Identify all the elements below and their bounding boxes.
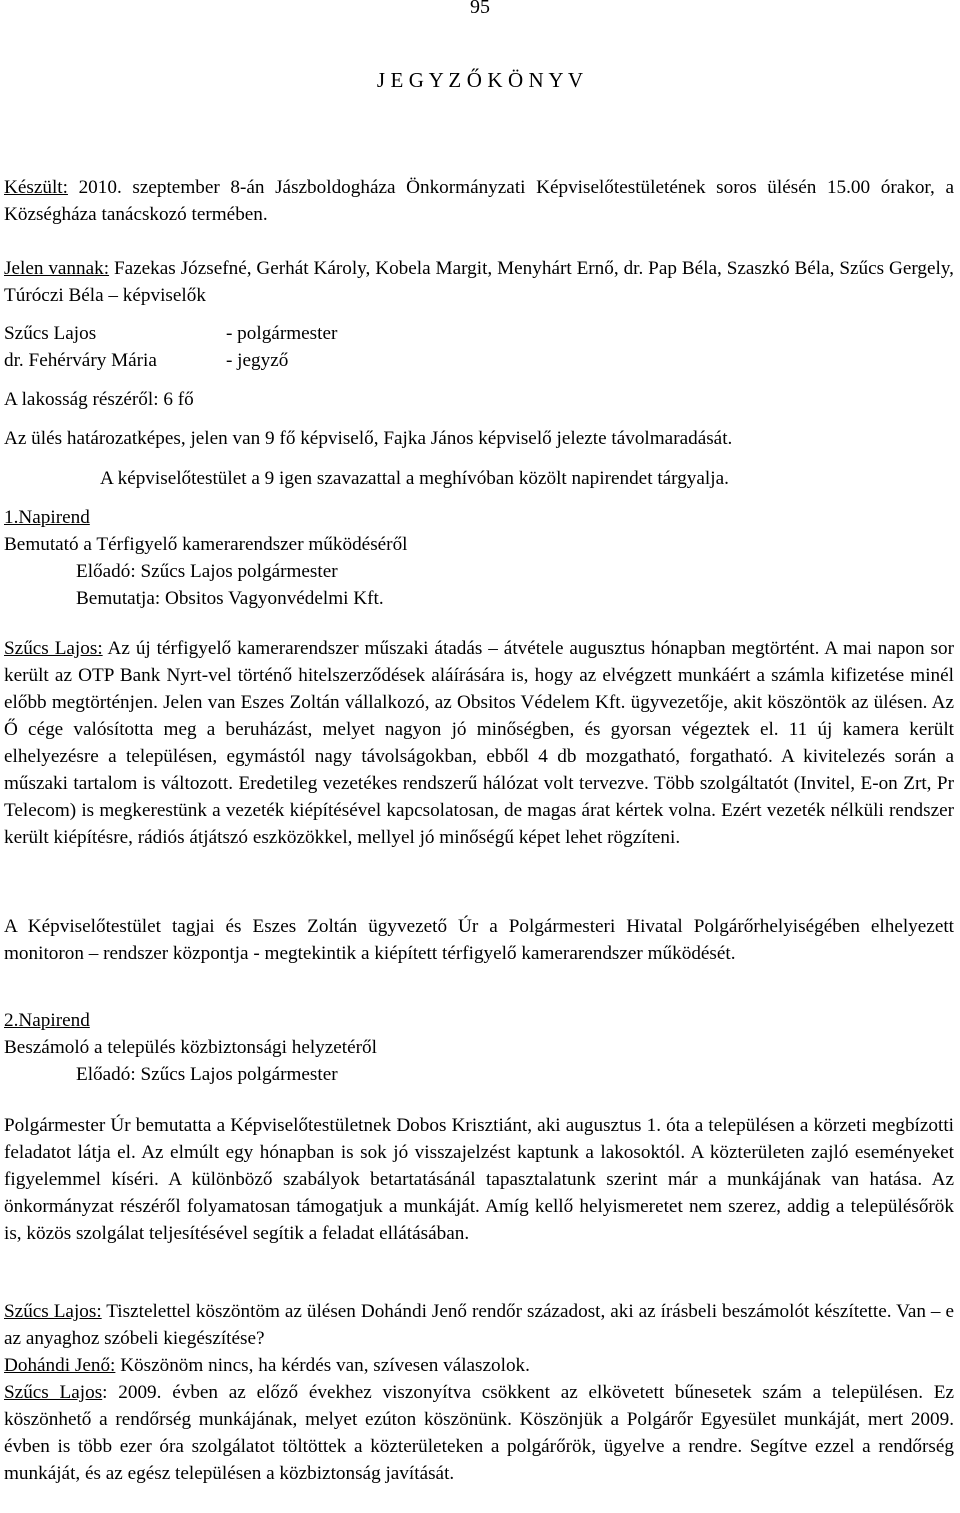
napirend1-section <box>4 504 954 612</box>
napirend1-subject: Bemutató a Térfigyelő kamerarendszer működéséről <box>4 534 408 555</box>
speaker-label: Dohándi Jenő: <box>4 1355 116 1376</box>
official-role: - polgármester <box>226 323 338 344</box>
keszult-label: Készült: <box>4 177 68 198</box>
paragraph-text: : 2009. évben az előző évekhez viszonyítva csökkent az elkövetett bűnesetek szám a településen. Ez köszönhető a rendőrség munkájának, melyet ezúton köszönünk. Köszönjük a Polgárőr Egyesület munkáját, mert 2009. évben is több ezer óra szolgálatot töltöttek a közterületeken a polgárőrök, ügyelve a rendre. Segítve ezzel a rendőrség munkáját, és az egész településen a közbiztonság javítását. <box>4 1382 954 1484</box>
paragraph-szucs-3 <box>4 1379 954 1487</box>
paragraph-szucs-1 <box>4 635 954 851</box>
napirend1-eloado: Előadó: Szűcs Lajos polgármester <box>76 561 338 582</box>
paragraph-dohandi <box>4 1352 954 1379</box>
page-number: 95 <box>470 0 490 18</box>
paragraph-monitor: A Képviselőtestület tagjai és Eszes Zoltán ügyvezető Úr a Polgármesteri Hivatal Polgárőrhelyiségében elhelyezett monitoron – rendszer központja - megtekintik a kiépített térfigyelő kamerarendszer működését. <box>4 916 954 964</box>
paragraph-text: Köszönöm nincs, ha kérdés van, szívesen válaszolok. <box>115 1355 530 1376</box>
official-row <box>4 347 954 374</box>
napirend2-subject: Beszámoló a település közbiztonsági helyzetéről <box>4 1037 377 1058</box>
napirend1-heading: 1.Napirend <box>4 507 90 528</box>
napirend2-section <box>4 1007 954 1088</box>
keszult-text: 2010. szeptember 8-án Jászboldogháza Önkormányzati Képviselőtestületének soros ülésén 15.00 órakor, a Községháza tanácskozó termében. <box>4 177 954 225</box>
paragraph-text: Az új térfigyelő kamerarendszer műszaki átadás – átvétele augusztus hónapban megtörtént. A mai napon sor került az OTP Bank Nyrt-vel történő hitelszerződések aláírására is, hogy az elvégzett munkáért a számla kifizetése minél előbb megtörténjen. Jelen van Eszes Zoltán vállalkozó, az Obsitos Védelem Kft. ügyvezetője, akit köszöntök az ülésen. Az Ő cége valósította meg a beruházást, melyet nagyon jó minőségben, és gyorsan végeztek el. 11 új kamera került elhelyezésre a településen, egymástól nagy távolságokban, ebből 4 db mozgatható, forgatható. A kivitelezés során a műszaki tartalom is változott. Eredetileg vezetékes rendszerű hálózat volt tervezve. Több szolgáltatót (Invitel, E-on Zrt, Pr Telecom) is megkerestünk a vezeték kiépítésével kapcsolatosan, de magas árat kértek volna. Ezért vezeték nélküli rendszer került kiépítésre, rádiós átjátszó eszközökkel, mellyel jó minőségű képet lehet rögzíteni. <box>4 638 954 848</box>
keszult-paragraph <box>4 174 954 228</box>
napirend-elfogadas: A képviselőtestület a 9 igen szavazattal a meghívóban közölt napirendet tárgyalja. <box>100 468 729 489</box>
napirend2-eloado: Előadó: Szűcs Lajos polgármester <box>76 1064 338 1085</box>
napirend1-bemutatja: Bemutatja: Obsitos Vagyonvédelmi Kft. <box>76 588 384 609</box>
jelen-label: Jelen vannak: <box>4 258 110 279</box>
official-name: Szűcs Lajos <box>4 323 97 344</box>
paragraph-polgarmester: Polgármester Úr bemutatta a Képviselőtestületnek Dobos Krisztiánt, aki augusztus 1. óta a településen a körzeti megbízotti feladatot látja el. Az elmúlt egy hónapban is sok jó visszajelzést kaptunk a lakosoktól. A közterületen zajló eseményeket figyelemmel kíséri. A különböző szabályok betartatásánál tapasztalatunk szerint már a munkájának van hatása. Az önkormányzat részéről folyamatosan támogatjuk a munkáját. Amíg kellő helyismeretet nem szerez, addig a településőrök is, közös szolgálat teljesítésével segítik a feladat ellátásában. <box>4 1115 954 1244</box>
document-title: J E G Y Z Ő K Ö N Y V <box>376 68 584 92</box>
paragraph-szucs-2 <box>4 1298 954 1352</box>
official-row <box>4 320 954 347</box>
hatarozatkepes-line: Az ülés határozatképes, jelen van 9 fő képviselő, Fajka János képviselő jelezte távolmaradását. <box>4 428 733 449</box>
lakossag-line: A lakosság részéről: 6 fő <box>4 389 194 410</box>
officials-list <box>4 320 954 374</box>
official-role: - jegyző <box>226 350 289 371</box>
speaker-label: Szűcs Lajos: <box>4 638 103 659</box>
speaker-label: Szűcs Lajos: <box>4 1301 102 1322</box>
jelen-text: Fazekas Józsefné, Gerhát Károly, Kobela Margit, Menyhárt Ernő, dr. Pap Béla, Szaszkó Béla, Szűcs Gergely, Túróczi Béla – képviselők <box>4 258 954 306</box>
official-name: dr. Fehérváry Mária <box>4 350 157 371</box>
paragraph-text: Tisztelettel köszöntöm az ülésen Dohándi Jenő rendőr századost, aki az írásbeli beszámolót készítette. Van – e az anyaghoz szóbeli kiegészítése? <box>4 1301 954 1349</box>
napirend2-heading: 2.Napirend <box>4 1010 90 1031</box>
speaker-label: Szűcs Lajos <box>4 1382 103 1403</box>
jelen-paragraph <box>4 255 954 309</box>
